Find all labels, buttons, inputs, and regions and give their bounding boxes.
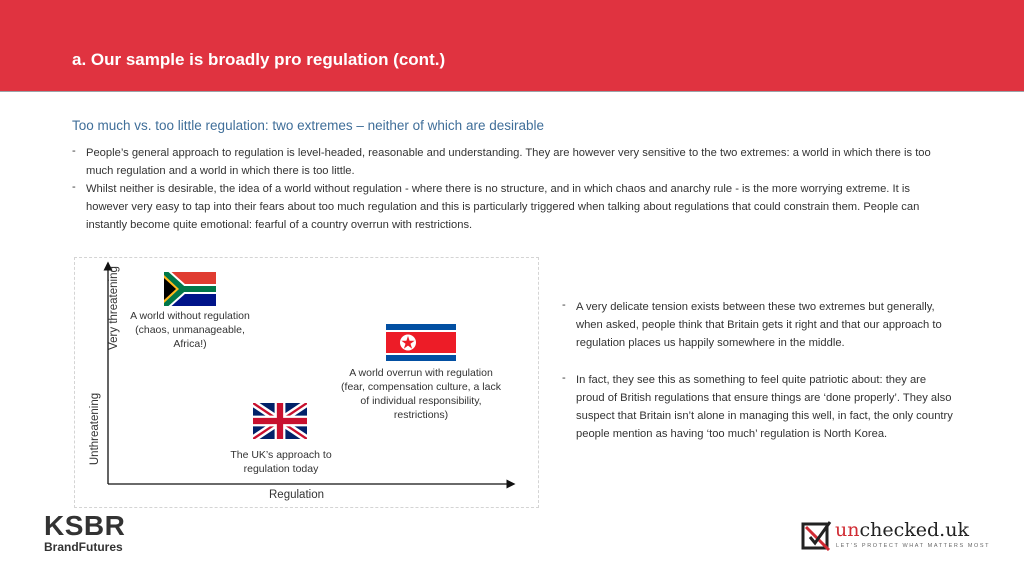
bullet-text: In fact, they see this as something to feel quite patriotic about: they are proud of British regulations that ensure things are ‘done properly’. They also suspect that Britain isn’t alone in managing this well, in fact, the only country people mention as having ‘too much’ regulation is North Korea.	[576, 374, 953, 440]
y-axis-top-label: Very threatening	[108, 266, 120, 350]
bullet-text: A very delicate tension exists between these two extremes but generally, when asked, people think that Britain gets it right and that our approach to regulation places us happily somewhere in the middle.	[576, 301, 942, 349]
ksbr-logo-main: KSBR	[44, 510, 126, 541]
intro-bullet	[72, 180, 952, 234]
unchecked-wordmark	[835, 519, 969, 541]
bullet-text: People’s general approach to regulation is level-headed, reasonable and understanding. They are however very sensitive to the two extremes: a world in which there is too much regulation and a world in which there is too little.	[86, 147, 931, 177]
south-africa-flag	[164, 272, 216, 306]
north-korea-caption: A world overrun with regulation (fear, compensation culture, a lack of individual responsibility, restrictions)	[341, 367, 501, 421]
header-banner	[0, 0, 1024, 92]
intro-bullets	[72, 144, 952, 234]
side-bullet	[562, 298, 957, 352]
checkbox-cross-icon	[800, 519, 832, 551]
bullet-marker: -	[72, 181, 76, 193]
side-bullet	[562, 371, 957, 443]
uk-flag	[253, 403, 307, 439]
ksbr-logo	[44, 512, 125, 554]
ksbr-logo-sub: BrandFutures	[44, 540, 123, 554]
uk-caption: The UK’s approach to regulation today	[230, 449, 332, 475]
bullet-marker: -	[72, 145, 76, 157]
bullet-marker: -	[562, 372, 566, 384]
bullet-marker: -	[562, 299, 566, 311]
north-korea-flag	[386, 324, 456, 361]
south-africa-caption: A world without regulation (chaos, unmanageable, Africa!)	[130, 310, 250, 350]
unchecked-wordmark-red: un	[835, 519, 860, 541]
side-commentary	[562, 298, 957, 462]
unchecked-tagline: LET'S PROTECT WHAT MATTERS MOST	[836, 543, 991, 549]
page-title: a. Our sample is broadly pro regulation (cont.)	[72, 50, 446, 69]
section-subtitle: Too much vs. too little regulation: two extremes – neither of which are desirable	[72, 118, 544, 133]
y-axis-bottom-label: Unthreatening	[89, 392, 101, 466]
intro-bullet	[72, 144, 952, 180]
unchecked-wordmark-rest: checked.uk	[859, 519, 969, 541]
regulation-diagram	[74, 257, 539, 508]
bullet-text: Whilst neither is desirable, the idea of a world without regulation - where there is no structure, and in which chaos and anarchy rule - is the more worrying extreme. It is however very easy to tap into their fears about too much regulation and this is particularly triggered when talking about regulations that could constrain them. People can instantly become quite emotional: fearful of a country overrun with restrictions.	[86, 183, 920, 231]
unchecked-logo	[800, 517, 1000, 557]
x-axis-label: Regulation	[269, 489, 324, 501]
